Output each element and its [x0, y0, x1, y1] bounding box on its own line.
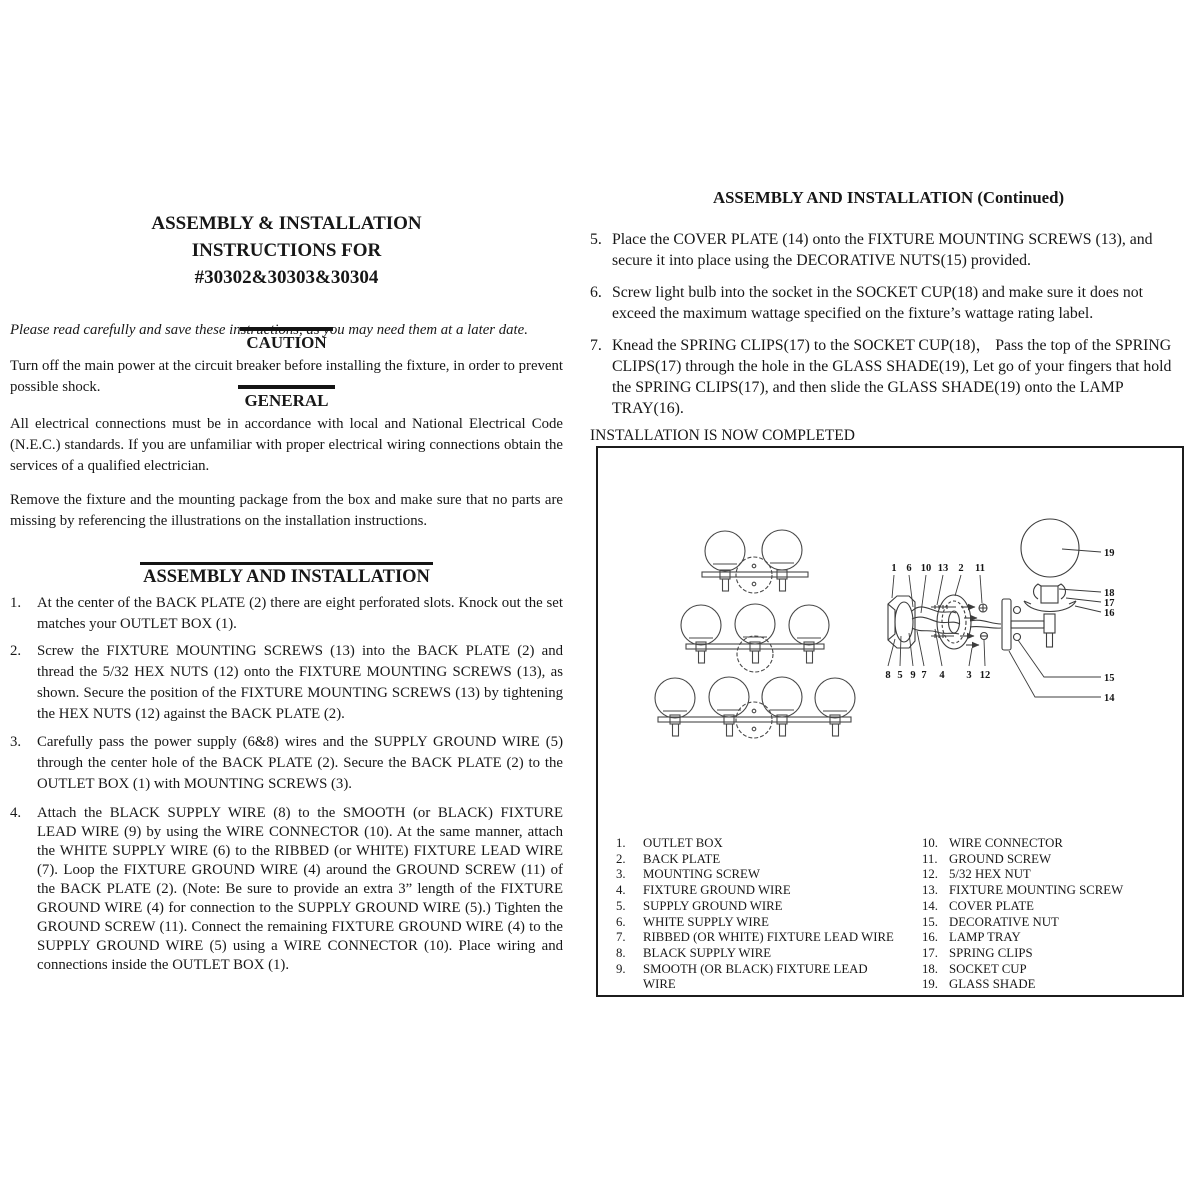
- callout-1: 1: [891, 563, 897, 574]
- exploded-assembly-drawing: [888, 519, 1079, 650]
- right-column: [590, 188, 1187, 444]
- callout-9: 9: [910, 670, 916, 681]
- part-name: COVER PLATE: [949, 898, 1034, 913]
- step-text: Screw light bulb into the socket in the SOCKET CUP(18) and make sure it does not exceed the maximum wattage specified on the fixture’s wattage rating label.: [612, 284, 1144, 322]
- part-number: 13.: [922, 883, 938, 898]
- part-number: 2.: [616, 851, 626, 866]
- title-line-2: INSTRUCTIONS FOR: [191, 240, 382, 261]
- step-number: 6.: [590, 284, 602, 301]
- parts-list-left-column: [616, 836, 916, 993]
- part-number: 4.: [616, 883, 626, 898]
- step-2: [10, 641, 563, 725]
- part-number: 11.: [922, 851, 938, 866]
- part-number: 1.: [616, 836, 626, 850]
- part-item: [922, 836, 1168, 852]
- left-column: [10, 210, 563, 975]
- part-name: DECORATIVE NUT: [949, 914, 1059, 929]
- part-item: [922, 852, 1168, 868]
- caution-body: Turn off the main power at the circuit breaker before installing the fixture, in order to prevent possible shock.: [10, 358, 563, 395]
- general-heading-label: GENERAL: [238, 385, 334, 410]
- part-item: [922, 962, 1168, 978]
- part-item: [922, 883, 1168, 899]
- step-number: 5.: [590, 231, 602, 248]
- part-item: [616, 946, 916, 962]
- step-text: At the center of the BACK PLATE (2) there are eight perforated slots. Knock out the set matches your OUTLET BOX (1).: [37, 595, 563, 632]
- part-name: SMOOTH (OR BLACK) FIXTURE LEAD WIRE: [643, 961, 868, 992]
- step-text: Screw the FIXTURE MOUNTING SCREWS (13) into the BACK PLATE (2) and thread the 5/32 HEX NUTS (12) onto the FIXTURE MOUNTING SCREWS (13), as shown. Secure the position of the FIXTURE MOUNTING SCREWS (13) by tightening the HEX NUTS (12) against the BACK PLATE (2).: [37, 643, 563, 722]
- callout-3: 3: [966, 670, 972, 681]
- part-number: 7.: [616, 930, 626, 945]
- step-text: Knead the SPRING CLIPS(17) to the SOCKET CUP(18)， Pass the top of the SPRING CLIPS(17) through the hole in the GLASS SHADE(19), Let go of your fingers that hold the SPRING CLIPS(17), and then slide the GLASS SHADE(19) onto the LAMP TRAY(16).: [612, 337, 1172, 417]
- title-line-1: ASSEMBLY & INSTALLATION: [151, 213, 422, 234]
- step-number: 2.: [10, 643, 22, 659]
- part-number: 14.: [922, 898, 938, 913]
- part-item: [922, 930, 1168, 946]
- part-item: [922, 946, 1168, 962]
- part-item: [616, 852, 916, 868]
- step-text: Carefully pass the power supply (6&8) wires and the SUPPLY GROUND WIRE (5) through the center hole of the BACK PLATE (2). Secure the BACK PLATE (2) to the OUTLET BOX (1) with MOUNTING SCREWS (3).: [37, 734, 563, 792]
- callout-19: 19: [1104, 548, 1115, 559]
- callout-15: 15: [1104, 673, 1115, 684]
- part-number: 9.: [616, 961, 626, 976]
- part-item: [616, 899, 916, 915]
- part-item: [616, 867, 916, 883]
- part-name: OUTLET BOX: [643, 836, 723, 850]
- intro-note: Please read carefully and save these instructions, as you may need them at a later date.: [10, 322, 528, 338]
- parts-list-right-column: [922, 836, 1168, 993]
- continued-heading: ASSEMBLY AND INSTALLATION (Continued): [712, 188, 1065, 207]
- part-number: 5.: [616, 898, 626, 913]
- diagram-box: [596, 446, 1184, 997]
- part-name: RIBBED (OR WHITE) FIXTURE LEAD WIRE: [643, 930, 894, 945]
- callout-10: 10: [920, 563, 932, 574]
- part-item: [922, 977, 1168, 993]
- step-4: [10, 804, 563, 975]
- callout-16: 16: [1104, 608, 1115, 619]
- step-text: Place the COVER PLATE (14) onto the FIXTURE MOUNTING SCREWS (13), and secure it into place using the DECORATIVE NUTS(15) provided.: [612, 231, 1153, 269]
- title-line-3: #30302&30303&30304: [194, 267, 379, 288]
- step-1: [10, 593, 563, 635]
- remove-paragraph: Remove the fixture and the mounting package from the box and make sure that no parts are missing by referencing the illustrations on the installation instructions.: [10, 492, 563, 529]
- part-number: 8.: [616, 945, 626, 960]
- callout-18: 18: [1104, 588, 1115, 599]
- callout-numbers: [885, 548, 1115, 704]
- part-name: MOUNTING SCREW: [643, 867, 760, 882]
- part-number: 12.: [922, 867, 938, 882]
- callout-11: 11: [975, 563, 985, 574]
- callout-2: 2: [958, 563, 964, 574]
- part-name: GROUND SCREW: [949, 851, 1052, 866]
- part-name: SPRING CLIPS: [949, 945, 1033, 960]
- callout-4: 4: [939, 670, 945, 681]
- part-item: [616, 930, 916, 946]
- callout-5: 5: [897, 670, 903, 681]
- part-number: 15.: [922, 914, 938, 929]
- part-number: 6.: [616, 914, 626, 929]
- part-item: [616, 883, 916, 899]
- step-5: [590, 229, 1187, 271]
- part-item: [922, 899, 1168, 915]
- step-text: Attach the BLACK SUPPLY WIRE (8) to the SMOOTH (or BLACK) FIXTURE LEAD WIRE (9) by using the WIRE CONNECTOR (10). At the same manner, attach the WHITE SUPPLY WIRE (6) to the RIBBED (or WHITE) FIXTURE LEAD WIRE (7). Loop the FIXTURE GROUND WIRE (4) around the GROUND SCREW (11) of the BACK PLATE (2). (Note: Be sure to provide an extra 3” length of the FIXTURE GROUND WIRE (4) for connection to the SUPPLY GROUND WIRE (5).) Tighten the GROUND SCREW (11). Connect the remaining FIXTURE GROUND WIRE (4) to the SUPPLY GROUND WIRE (5) using a WIRE CONNECTOR (10). Place wiring and connections inside the OUTLET BOX (1).: [37, 805, 563, 973]
- step-6: [590, 282, 1187, 324]
- step-number: 1.: [10, 595, 22, 611]
- caution-heading-label: CAUTION: [240, 327, 332, 352]
- three-light-fixture-drawing: [681, 604, 829, 672]
- part-name: FIXTURE MOUNTING SCREW: [949, 883, 1124, 898]
- part-name: WHITE SUPPLY WIRE: [643, 914, 769, 929]
- part-item: [616, 836, 916, 852]
- fixture-diagram: [598, 448, 1182, 834]
- part-name: SOCKET CUP: [949, 961, 1027, 976]
- part-number: 18.: [922, 961, 938, 976]
- assembly-heading: [10, 562, 563, 588]
- part-number: 10.: [922, 836, 938, 850]
- four-light-fixture-drawing: [655, 677, 855, 738]
- assembly-heading-label: ASSEMBLY AND INSTALLATION: [140, 562, 433, 588]
- callout-14: 14: [1104, 693, 1115, 704]
- part-number: 19.: [922, 977, 938, 992]
- two-light-fixture-drawing: [702, 530, 808, 593]
- part-name: 5/32 HEX NUT: [949, 867, 1031, 882]
- callout-13: 13: [937, 563, 949, 574]
- step-7: [590, 335, 1187, 419]
- part-name: WIRE CONNECTOR: [949, 836, 1063, 850]
- part-name: BLACK SUPPLY WIRE: [643, 945, 772, 960]
- installation-completed-line: INSTALLATION IS NOW COMPLETED: [590, 427, 855, 444]
- part-item: [922, 867, 1168, 883]
- part-name: SUPPLY GROUND WIRE: [643, 898, 783, 913]
- part-item: [616, 915, 916, 931]
- callout-6: 6: [906, 563, 912, 574]
- step-3: [10, 732, 563, 795]
- part-item: [616, 962, 916, 993]
- part-name: FIXTURE GROUND WIRE: [643, 883, 791, 898]
- part-name: BACK PLATE: [643, 851, 721, 866]
- callout-12: 12: [979, 670, 991, 681]
- callout-8: 8: [885, 670, 891, 681]
- step-number: 7.: [590, 337, 602, 354]
- part-number: 17.: [922, 945, 938, 960]
- callout-17: 17: [1104, 598, 1115, 609]
- part-number: 16.: [922, 930, 938, 945]
- general-body: All electrical connections must be in accordance with local and National Electrical Code (N.E.C.) standards. If you are unfamiliar with proper electrical wiring connections obtain the services of a qualified electrician.: [10, 416, 563, 474]
- step-number: 3.: [10, 734, 22, 750]
- callout-7: 7: [921, 670, 927, 681]
- part-number: 3.: [616, 867, 626, 882]
- part-name: GLASS SHADE: [949, 977, 1036, 992]
- part-name: LAMP TRAY: [949, 930, 1021, 945]
- step-number: 4.: [10, 805, 22, 821]
- page-title: [10, 210, 563, 291]
- part-item: [922, 915, 1168, 931]
